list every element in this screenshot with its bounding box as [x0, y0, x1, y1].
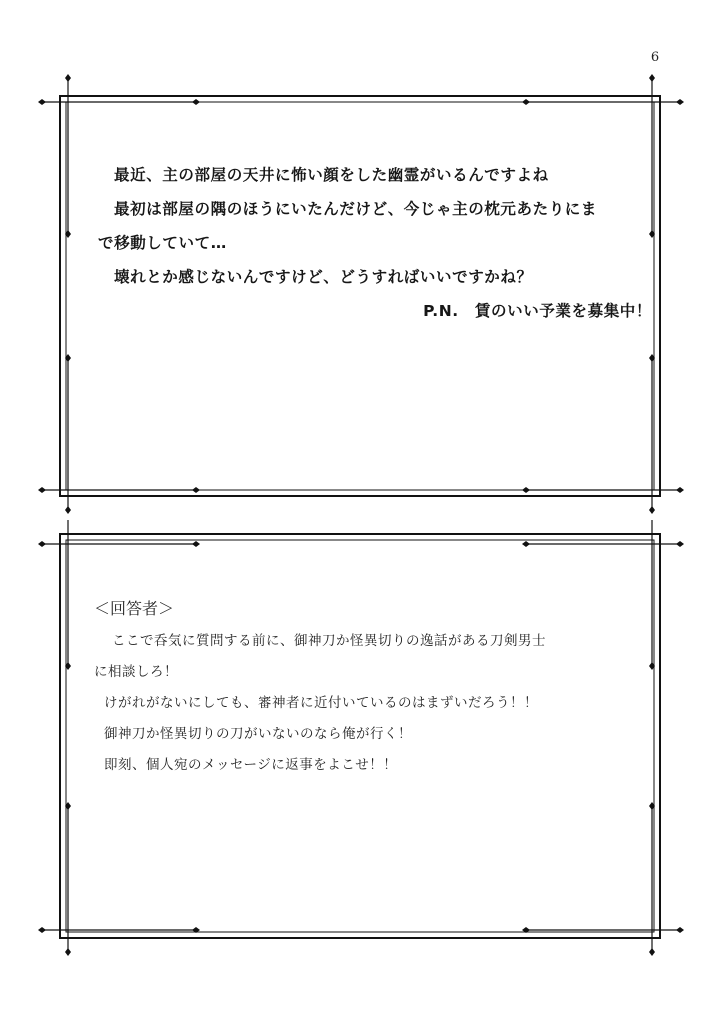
answer-heading: ＜回答者＞ [94, 599, 175, 618]
pen-name-line: P.N. 賃のいい予業を募集中！ [423, 302, 652, 320]
page-number: 6 [650, 50, 660, 65]
answer-line: 即刻、個人宛のメッセージに返事をよこせ！！ [104, 757, 398, 773]
question-line: で移動していて… [98, 234, 227, 252]
answer-line: に相談しろ！ [94, 664, 178, 680]
answer-frame [36, 520, 686, 956]
question-frame [36, 74, 686, 514]
answer-line: ここで呑気に質問する前に、御神刀か怪異切りの逸話がある刀剣男士 [112, 633, 546, 649]
answer-text [94, 594, 664, 781]
question-line: 最近、主の部屋の天井に怖い顔をした幽霊がいるんですよね [114, 166, 549, 184]
answer-line: けがれがないにしても、審神者に近付いているのはまずいだろう！！ [104, 695, 538, 711]
question-line: 最初は部屋の隅のほうにいたんだけど、今じゃ主の枕元あたりにま [114, 200, 598, 218]
question-line: 壊れとか感じないんですけど、どうすればいいですかね？ [114, 268, 533, 286]
question-text [98, 158, 658, 328]
answer-line: 御神刀か怪異切りの刀がいないのなら俺が行く！ [104, 726, 412, 742]
